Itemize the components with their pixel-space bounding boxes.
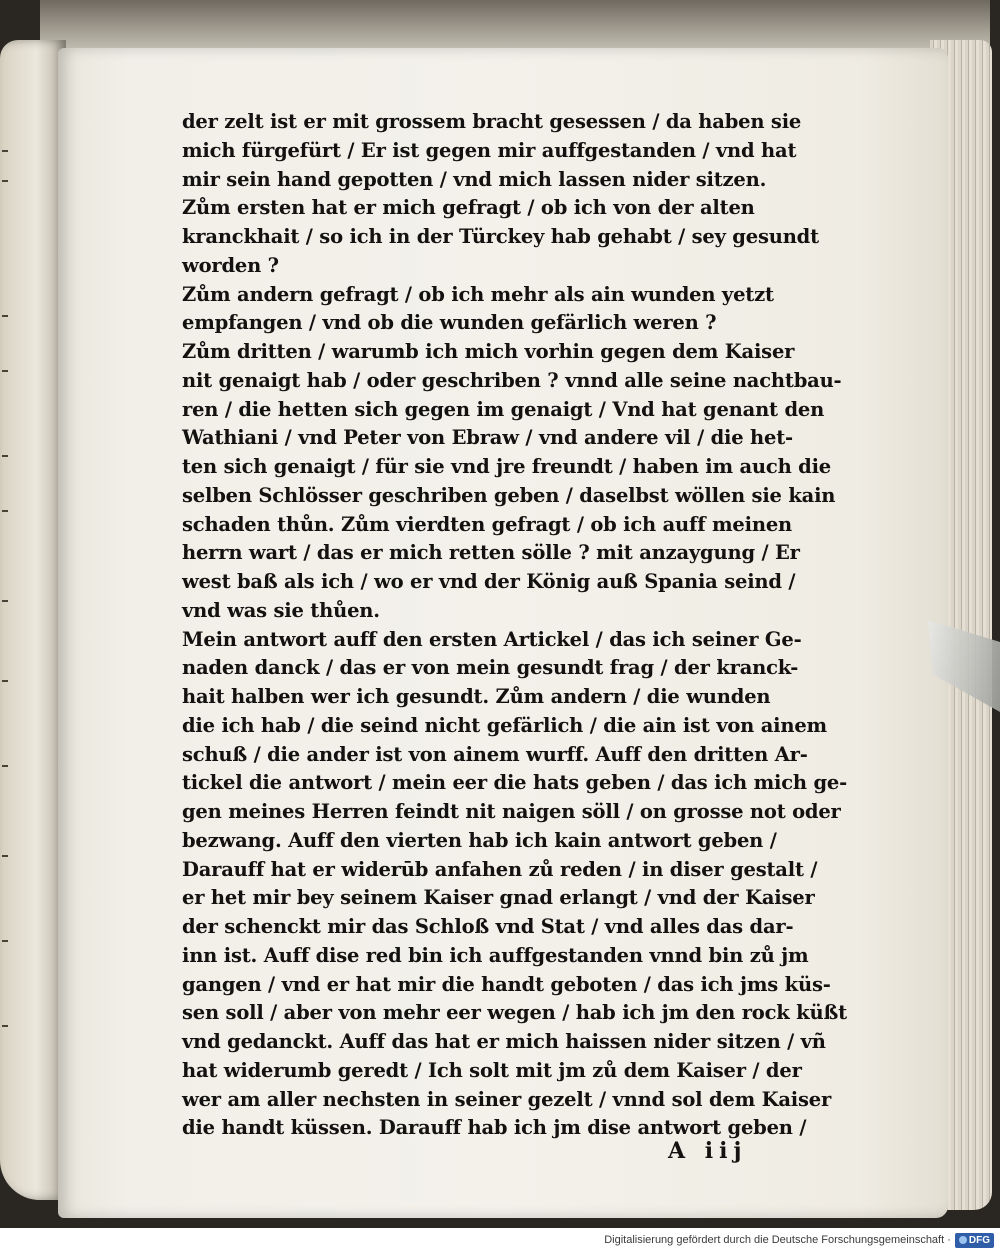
book-head-edge [40,0,990,55]
footer-bar [0,1228,1000,1252]
text-line: er het mir bey seinem Kaiser gnad erlangt / vnd der Kaiser [182,886,815,910]
text-line: mich fürgefürt / Er ist gegen mir auffgestanden / vnd hat [182,138,797,162]
text-line: mir sein hand gepotten / vnd mich lassen nider sitzen. [182,167,767,191]
text-line: ten sich genaigt / für sie vnd jre freundt / haben im auch die [182,455,831,478]
left-page-edge [0,40,66,1200]
text-line: herrn wart / das er mich retten sölle ? mit anzaygung / Er [182,541,800,565]
text-line: der schenckt mir das Schloß vnd Stat / vnd alles das dar- [182,915,794,938]
text-line: gen meines Herren feindt nit naigen söll / on grosse not oder [182,800,841,823]
text-line: Zům dritten / warumb ich mich vorhin gegen dem Kaiser [182,340,795,363]
text-line: vnd gedanckt. Auff das hat er mich haissen nider sitzen / vñ [182,1030,826,1053]
text-line: nit genaigt hab / oder geschriben ? vnnd alle seine nachtbau- [182,368,842,392]
text-line: worden ? [182,253,279,277]
text-line: empfangen / vnd ob die wunden gefärlich weren ? [182,311,717,335]
text-line: naden danck / das er von mein gesundt frag / der kranck- [182,656,799,680]
text-line: bezwang. Auff den vierten hab ich kain antwort geben / [182,828,777,852]
text-line: schaden thůn. Zům vierdten gefragt / ob ich auff meinen [182,512,793,536]
text-line: hait halben wer ich gesundt. Zům andern / die wunden [182,685,771,708]
text-line: Darauff hat er widerūb anfahen zů reden / in diser gestalt / [182,857,818,881]
text-line: Mein antwort auff den ersten Artickel / das ich seiner Ge- [182,627,802,651]
text-line: tickel die antwort / mein eer die hats geben / das ich mich ge- [182,771,848,795]
text-line: inn ist. Auff dise red bin ich auffgestanden vnnd bin zů jm [182,943,809,967]
page-text-block [182,108,848,1143]
text-line: Zům ersten hat er mich gefragt / ob ich von der alten [182,196,755,220]
text-line: ren / die hetten sich gegen im genaigt / Vnd hat genant den [182,397,825,421]
signature-mark: A iij [668,1138,748,1164]
text-line: Wathiani / vnd Peter von Ebraw / vnd andere vil / die het- [182,426,793,450]
text-line: schuß / die ander ist von ainem wurff. Auff den dritten Ar- [182,742,808,766]
text-line: der zelt ist er mit grossem bracht gesessen / da haben sie [182,110,802,133]
footer-credit-text: Digitalisierung gefördert durch die Deutsche Forschungsgemeinschaft · [604,1234,951,1246]
text-line: kranckhait / so ich in der Türckey hab gehabt / sey gesundt [182,225,819,248]
text-line: Zům andern gefragt / ob ich mehr als ain wunden yetzt [182,282,774,306]
text-line: vnd was sie thůen. [182,598,380,622]
dfg-logo-icon [959,1236,967,1244]
text-line: die ich hab / die seind nicht gefärlich / die ain ist von ainem [182,713,827,737]
text-line: west baß als ich / wo er vnd der König auß Spania seind / [182,570,796,593]
dfg-logo[interactable] [955,1233,994,1248]
text-line: selben Schlösser geschriben geben / daselbst wöllen sie kain [182,483,836,507]
text-line: die handt küssen. Darauff hab ich jm dise antwort geben / [182,1116,807,1140]
dfg-logo-label: DFG [968,1234,990,1246]
text-line: hat widerumb geredt / Ich solt mit jm zů dem Kaiser / der [182,1058,802,1082]
text-line: sen soll / aber von mehr eer wegen / hab ich jm den rock küßt [182,1001,847,1025]
text-line: gangen / vnd er hat mir die handt geboten / das ich jms küs- [182,972,831,996]
text-line: wer am aller nechsten in seiner gezelt / vnnd sol dem Kaiser [182,1087,832,1111]
